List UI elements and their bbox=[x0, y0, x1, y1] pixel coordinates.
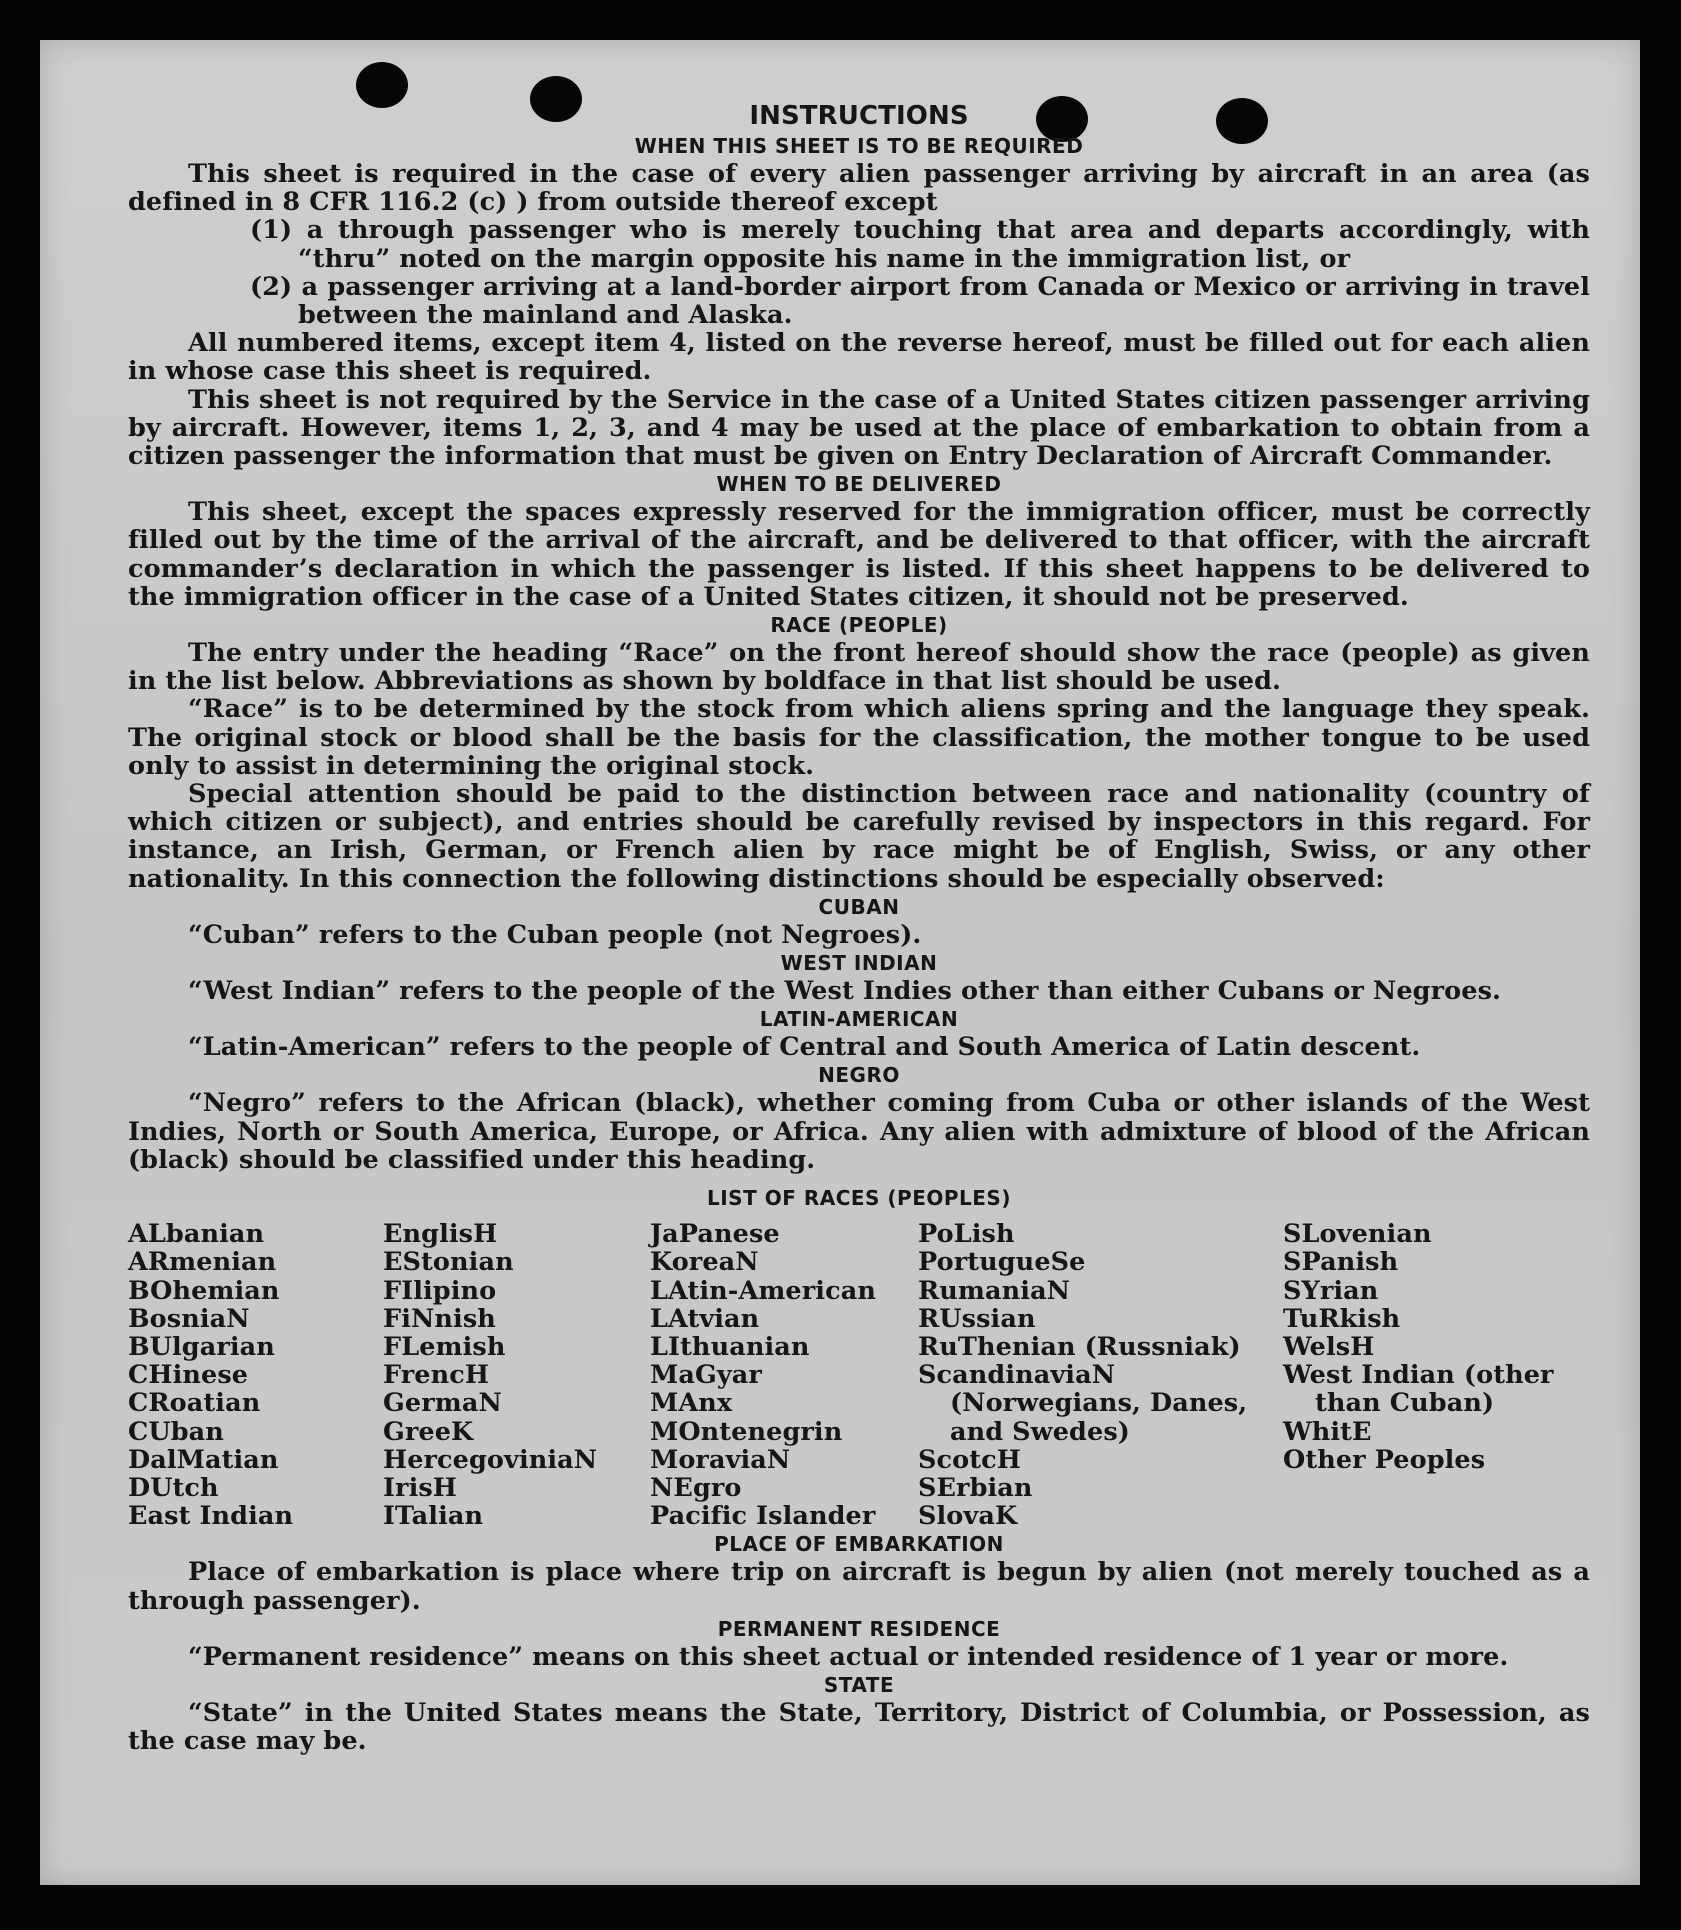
race-entry: EStonian bbox=[383, 1247, 514, 1278]
race-entry: East Indian bbox=[128, 1501, 294, 1532]
race-column bbox=[383, 1220, 650, 1530]
race-column bbox=[128, 1220, 383, 1530]
race-entry: RumaniaN bbox=[918, 1275, 1071, 1306]
subsection-heading: NEGRO bbox=[818, 1063, 900, 1088]
race-entry: RuThenian (Russniak) bbox=[918, 1331, 1241, 1362]
race-entry: LIthuanian bbox=[650, 1331, 810, 1362]
race-entry: CRoatian bbox=[128, 1388, 261, 1419]
race-entry: Pacific Islander bbox=[650, 1501, 876, 1532]
section-heading: RACE (PEOPLE) bbox=[770, 613, 948, 638]
race-entry: MOntenegrin bbox=[650, 1416, 843, 1447]
race-entry: MAnx bbox=[650, 1388, 733, 1419]
paragraph: This sheet, except the spaces expressly reserved for the immigration officer, must be correctly filled out by the time of the arrival of the aircraft, and be delivered to that officer, with the aircraft commander’s declaration in which the passenger is listed. If this sheet happens to be delivered to the immigration officer in the case of a United States citizen, it should not be preserved. bbox=[128, 497, 1590, 612]
race-entry: SPanish bbox=[1283, 1247, 1399, 1278]
race-entry: SLovenian bbox=[1283, 1219, 1432, 1250]
paragraph: “Race” is to be determined by the stock from which aliens spring and the language they speak. The original stock or blood shall be the basis for the classification, the mother tongue to be used only to assist in determining the original stock. bbox=[128, 694, 1590, 781]
race-entry: PortugueSe bbox=[918, 1247, 1086, 1278]
section-heading: PLACE OF EMBARKATION bbox=[714, 1532, 1004, 1557]
race-entry: BUlgarian bbox=[128, 1331, 275, 1362]
race-entry: ALbanian bbox=[128, 1219, 265, 1250]
paragraph: The entry under the heading “Race” on the front hereof should show the race (people) as given in the list below. Abbreviations as shown by boldface in that list should be used. bbox=[128, 638, 1590, 697]
race-entry: ITalian bbox=[383, 1501, 484, 1532]
page-title: INSTRUCTIONS bbox=[749, 101, 969, 131]
race-entry: MoraviaN bbox=[650, 1444, 791, 1475]
race-entry: GermaN bbox=[383, 1388, 502, 1419]
race-list-heading: LIST OF RACES (PEOPLES) bbox=[707, 1186, 1011, 1211]
race-entry: WelsH bbox=[1283, 1331, 1375, 1362]
race-entry: TuRkish bbox=[1283, 1303, 1401, 1334]
race-column bbox=[918, 1220, 1283, 1530]
race-entry: PoLish bbox=[918, 1219, 1015, 1250]
race-entry: DUtch bbox=[128, 1472, 219, 1503]
race-entry: JaPanese bbox=[650, 1219, 780, 1250]
list-item: (1) a through passenger who is merely touching that area and departs accordingly, with “thru” noted on the margin opposite his name in the immigration list, or bbox=[250, 215, 1590, 274]
race-entry: West Indian (other than Cuban) bbox=[1283, 1360, 1554, 1419]
paragraph: This sheet is required in the case of every alien passenger arriving by aircraft in an area (as defined in 8 CFR 116.2 (c) ) from outside thereof except bbox=[128, 159, 1590, 218]
section-heading: WHEN THIS SHEET IS TO BE REQUIRED bbox=[634, 134, 1084, 158]
race-entry: MaGyar bbox=[650, 1360, 762, 1391]
race-entry: ScotcH bbox=[918, 1444, 1021, 1475]
race-entry: Other Peoples bbox=[1283, 1444, 1486, 1475]
race-entry: FIlipino bbox=[383, 1275, 497, 1306]
race-entry: RUssian bbox=[918, 1303, 1036, 1334]
race-entry: EnglisH bbox=[383, 1219, 498, 1250]
race-entry: SYrian bbox=[1283, 1275, 1379, 1306]
paragraph: “Permanent residence” means on this sheet actual or intended residence of 1 year or more. bbox=[188, 1641, 1509, 1672]
race-entry: SlovaK bbox=[918, 1501, 1018, 1532]
race-entry: FrencH bbox=[383, 1360, 490, 1391]
paragraph: This sheet is not required by the Service in the case of a United States citizen passenger arriving by aircraft. However, items 1, 2, 3, and 4 may be used at the place of embarkation to obtain from a citizen passenger the information that must be given on Entry Declaration of Aircraft Commander. bbox=[128, 384, 1590, 472]
race-list bbox=[128, 1220, 1590, 1530]
section-heading: PERMANENT RESIDENCE bbox=[717, 1616, 1001, 1641]
subsection-heading: WEST INDIAN bbox=[780, 951, 938, 976]
section-heading: WHEN TO BE DELIVERED bbox=[716, 472, 1002, 497]
race-entry: BOhemian bbox=[128, 1275, 280, 1306]
race-entry: ScandinaviaN (Norwegians, Danes, and Swedes) bbox=[918, 1360, 1248, 1447]
race-entry: CUban bbox=[128, 1416, 224, 1447]
race-entry: GreeK bbox=[383, 1416, 474, 1447]
subsection-heading: LATIN-AMERICAN bbox=[759, 1007, 959, 1032]
race-entry: IrisH bbox=[383, 1472, 457, 1503]
race-entry: CHinese bbox=[128, 1360, 249, 1391]
instructions-content bbox=[128, 100, 1590, 1755]
document-sheet bbox=[40, 40, 1640, 1885]
paragraph: “Latin-American” refers to the people of Central and South America of Latin descent. bbox=[188, 1032, 1421, 1063]
race-entry: LAtin-American bbox=[650, 1275, 876, 1306]
section-heading: STATE bbox=[823, 1672, 895, 1697]
race-column bbox=[1283, 1220, 1583, 1530]
race-entry: ARmenian bbox=[128, 1247, 277, 1278]
paragraph: Special attention should be paid to the distinction between race and nationality (country of which citizen or subject), and entries should be carefully revised by inspectors in this regard. For instance, an Irish, German, or French alien by race might be of English, Swiss, or any other nationality. In this connection the following distinctions should be especially observed: bbox=[128, 779, 1590, 894]
race-entry: DalMatian bbox=[128, 1444, 279, 1475]
paragraph: “Cuban” refers to the Cuban people (not Negroes). bbox=[188, 919, 922, 950]
paragraph: “West Indian” refers to the people of the West Indies other than either Cubans or Negroes. bbox=[188, 976, 1501, 1007]
paragraph: All numbered items, except item 4, listed on the reverse hereof, must be filled out for each alien in whose case this sheet is required. bbox=[128, 328, 1590, 387]
race-entry: HercegoviniaN bbox=[383, 1444, 598, 1475]
race-entry: NEgro bbox=[650, 1472, 742, 1503]
race-entry: LAtvian bbox=[650, 1303, 760, 1334]
paragraph: Place of embarkation is place where trip on aircraft is begun by alien (not merely touched as a through passenger). bbox=[128, 1557, 1590, 1616]
race-entry: BosniaN bbox=[128, 1303, 250, 1334]
paragraph: “State” in the United States means the State, Territory, District of Columbia, or Possession, as the case may be. bbox=[128, 1697, 1590, 1757]
race-entry: FiNnish bbox=[383, 1303, 496, 1334]
race-entry: KoreaN bbox=[650, 1247, 759, 1278]
race-entry: FLemish bbox=[383, 1331, 506, 1362]
race-entry: SErbian bbox=[918, 1472, 1033, 1503]
subsection-heading: CUBAN bbox=[818, 894, 900, 919]
race-column bbox=[650, 1220, 918, 1530]
paragraph: “Negro” refers to the African (black), whether coming from Cuba or other islands of the West Indies, North or South America, Europe, or Africa. Any alien with admixture of blood of the African (black) should be classified under this heading. bbox=[128, 1088, 1590, 1175]
race-entry: WhitE bbox=[1283, 1416, 1372, 1447]
list-item: (2) a passenger arriving at a land-border airport from Canada or Mexico or arriving in travel between the mainland and Alaska. bbox=[250, 271, 1590, 331]
